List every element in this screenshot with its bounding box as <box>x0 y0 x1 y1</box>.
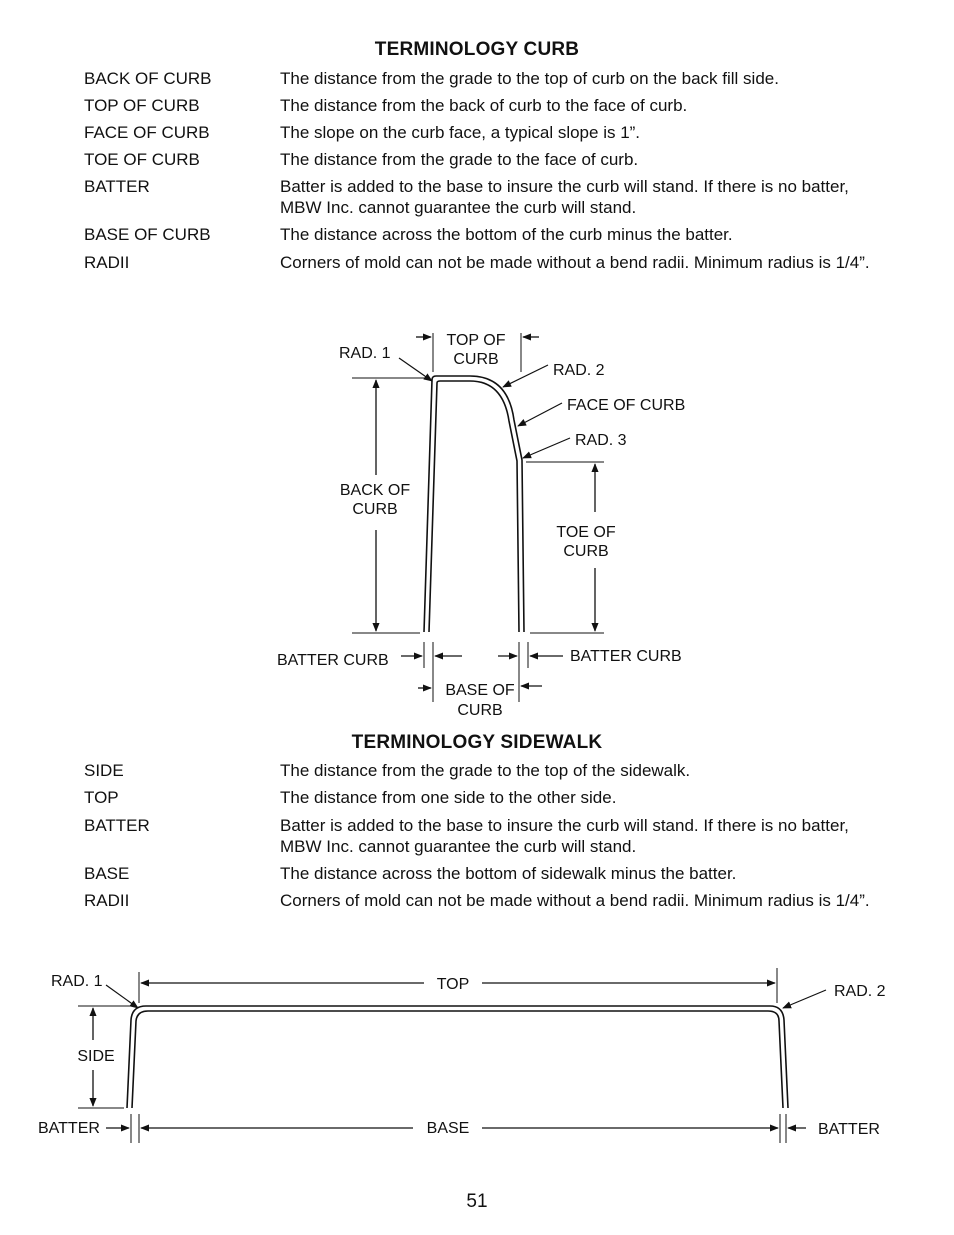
curb-toe-of-curb-label-1: TOE OF <box>556 524 616 541</box>
curb-base-of-curb-label-2: CURB <box>457 702 503 719</box>
curb-batter-right-label: BATTER CURB <box>570 648 682 665</box>
sidewalk-profile-inner <box>132 1011 783 1108</box>
term-label: RADII <box>84 253 130 272</box>
term-definition: Batter is added to the base to insure the curb will stand. If there is no batter, MBW Inc. cannot guarantee the curb will stand. <box>280 816 849 856</box>
page-number: 51 <box>466 1191 488 1212</box>
term-definition: The distance from the grade to the face of curb. <box>280 150 639 169</box>
curb-batter-left-label: BATTER CURB <box>277 652 389 669</box>
term-label: BASE OF CURB <box>84 225 211 244</box>
term-label: BATTER <box>84 177 150 196</box>
curb-profile-inner <box>429 381 519 632</box>
curb-base-of-curb-label-1: BASE OF <box>445 682 515 699</box>
sidewalk-title: TERMINOLOGY SIDEWALK <box>351 732 603 753</box>
term-definition: The distance from the back of curb to the face of curb. <box>280 96 688 115</box>
curb-profile-outer <box>424 376 524 632</box>
term-label: RADII <box>84 891 130 910</box>
term-label: SIDE <box>84 761 124 780</box>
sidewalk-profile-outer <box>127 1006 788 1108</box>
rad3-leader <box>523 438 570 458</box>
term-definition: The slope on the curb face, a typical slope is 1”. <box>280 123 641 142</box>
rad2-leader <box>503 365 548 387</box>
term-label: FACE OF CURB <box>84 123 210 142</box>
curb-title: TERMINOLOGY CURB <box>374 39 580 60</box>
term-label: BACK OF CURB <box>84 69 212 88</box>
term-definition: The distance from the grade to the top of curb on the back fill side. <box>280 69 779 88</box>
term-label: TOP OF CURB <box>84 96 200 115</box>
term-definition: Corners of mold can not be made without a bend radii. Minimum radius is 1/4”. <box>280 891 870 910</box>
curb-rad2-label: RAD. 2 <box>553 362 605 379</box>
curb-back-of-curb-label-1: BACK OF <box>339 482 411 499</box>
term-label: BASE <box>84 864 130 883</box>
term-label: BATTER <box>84 816 150 835</box>
sidewalk-batter-left-label: BATTER <box>38 1120 100 1137</box>
curb-toe-of-curb-label-2: CURB <box>563 543 609 560</box>
sidewalk-rad1-label: RAD. 1 <box>51 973 103 990</box>
curb-top-of-curb-label-2: CURB <box>453 351 499 368</box>
curb-face-of-curb-label: FACE OF CURB <box>567 397 686 414</box>
sidewalk-base-label: BASE <box>426 1120 470 1137</box>
term-definition: Batter is added to the base to insure the curb will stand. If there is no batter, MBW Inc. cannot guarantee the curb will stand. <box>280 177 849 217</box>
sidewalk-diagram <box>78 968 826 1143</box>
sidewalk-side-label: SIDE <box>77 1048 115 1065</box>
term-definition: Corners of mold can not be made without a bend radii. Minimum radius is 1/4”. <box>280 253 870 272</box>
term-definition: The distance across the bottom of sidewalk minus the batter. <box>280 864 737 883</box>
curb-rad1-label: RAD. 1 <box>339 345 391 362</box>
term-definition: The distance from one side to the other side. <box>280 788 617 807</box>
face-of-curb-leader <box>518 403 562 426</box>
term-label: TOP <box>84 788 119 807</box>
curb-top-of-curb-label-1: TOP OF <box>446 332 506 349</box>
term-label: TOE OF CURB <box>84 150 200 169</box>
sidewalk-rad1-leader <box>106 985 138 1008</box>
sidewalk-batter-right-label: BATTER <box>818 1121 880 1138</box>
curb-rad3-label: RAD. 3 <box>575 432 627 449</box>
curb-back-of-curb-label-2: CURB <box>352 501 398 518</box>
sidewalk-top-label: TOP <box>436 976 470 993</box>
sidewalk-rad2-leader <box>783 990 826 1008</box>
term-definition: The distance across the bottom of the curb minus the batter. <box>280 225 733 244</box>
sidewalk-rad2-label: RAD. 2 <box>834 983 886 1000</box>
term-definition: The distance from the grade to the top of the sidewalk. <box>280 761 691 780</box>
